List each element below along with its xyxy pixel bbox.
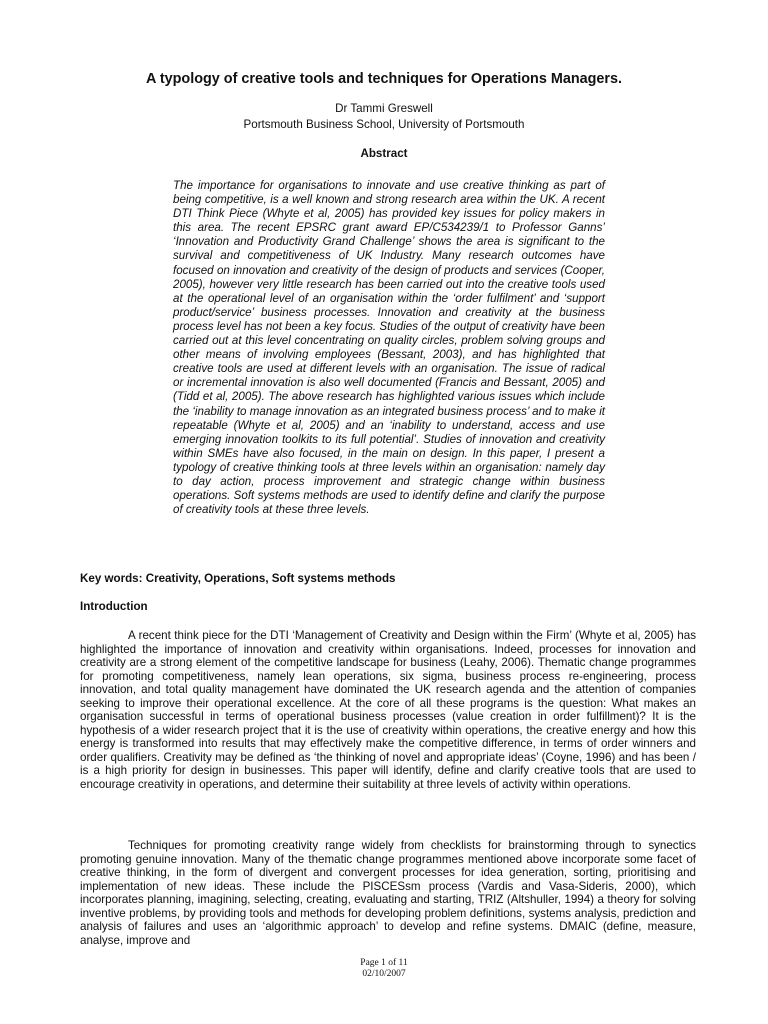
abstract-heading: Abstract bbox=[360, 147, 408, 160]
introduction-heading: Introduction bbox=[80, 600, 148, 613]
abstract-text: The importance for organisations to innovate and use creative thinking as part of being competitive, is a well known and strong research area within the UK. A recent DTI Think Piece (Whyte et al, 2005) has provided key issues for policy makers in this area. The recent EPSRC grant award EP/C534239/1 to Professor Ganns’ ‘Innovation and Productivity Grand Challenge’ shows the area is significant to the survival and competitiveness of UK Industry. Many research outcomes have focused on innovation and creativity of the design of products and services (Cooper, 2005), however very little research has been carried out into the creative tools used at the operational level of an organisation within the ‘order fulfilment’ and ‘support product/service’ business processes. Innovation and creativity at the business process level has not been a key focus. Studies of the output of creativity have been carried out at this level concentrating on quality circles, problem solving groups and other means of involving employees (Bessant, 2003), and has highlighted that creative tools are used at different levels with an organisation. The issue of radical or incremental innovation is also well documented (Francis and Bessant, 2005) and (Tidd et al, 2005). The above research has highlighted various issues which include the ‘inability to manage innovation as an integrated business process’ and to make it repeatable (Whyte et al, 2005) and an ‘inability to understand, access and use emerging innovation toolkits to its full potential’. Studies of innovation and creativity within SMEs have also focused, in the main on design. In this paper, I present a typology of creative thinking tools at three levels within an organisation: namely day to day action, process improvement and strategic change within business operations. Soft systems methods are used to identify define and clarify the purpose of creativity tools at these three levels. bbox=[173, 179, 605, 517]
keywords: Key words: Creativity, Operations, Soft systems methods bbox=[80, 572, 396, 585]
author-name: Dr Tammi Greswell bbox=[335, 102, 433, 115]
page-number: Page 1 of 11 bbox=[360, 958, 408, 968]
introduction-paragraph-1: A recent think piece for the DTI ‘Management of Creativity and Design within the Firm’ (Whyte et al, 2005) has highlighted the importance of innovation and creativity within organisations. Indeed, processes for innovation and creativity are a strong element of the competitive landscape for business (Leahy, 2006). Thematic change programmes for promoting competitiveness, namely lean operations, six sigma, business process re-engineering, process innovation, and total quality management have dominated the UK research agenda and the attention of companies seeking to improve their operational excellence. At the core of all these programs is the question: What makes an organisation successful in terms of operational business processes (value creation in order fulfillment)? It is the hypothesis of a wider research project that it is the use of creativity within operations, the creative energy and how this energy is transformed into results that may effectively make the competitive difference, in terms of order winners and order qualifiers. Creativity may be defined as ‘the thinking of novel and appropriate ideas’ (Coyne, 1996) and has been / is a high priority for design in businesses. This paper will identify, define and clarify creative tools that are used to encourage creativity in operations, and determine their suitability at three levels of activity within operations. bbox=[80, 629, 696, 791]
author-affiliation: Portsmouth Business School, University of Portsmouth bbox=[243, 118, 525, 131]
paper-title: A typology of creative tools and techniques for Operations Managers. bbox=[145, 71, 623, 87]
introduction-paragraph-2: Techniques for promoting creativity range widely from checklists for brainstorming through to synectics promoting genuine innovation. Many of the thematic change programmes mentioned above incorporate some facet of creative thinking, in the form of divergent and convergent processes for idea generation, sorting, prioritising and implementation of new ideas. These include the PISCESsm process (Vardis and Vasa-Sideris, 2000), which incorporates planning, imagining, selecting, creating, evaluating and starting, TRIZ (Altshuller, 1994) a theory for solving inventive problems, by providing tools and methods for developing problem definitions, systems analysis, prediction and analysis of failures and uses an ‘algorithmic approach’ to develop and refine systems. DMAIC (define, measure, analyse, improve and bbox=[80, 839, 696, 947]
footer-date: 02/10/2007 bbox=[362, 969, 406, 979]
